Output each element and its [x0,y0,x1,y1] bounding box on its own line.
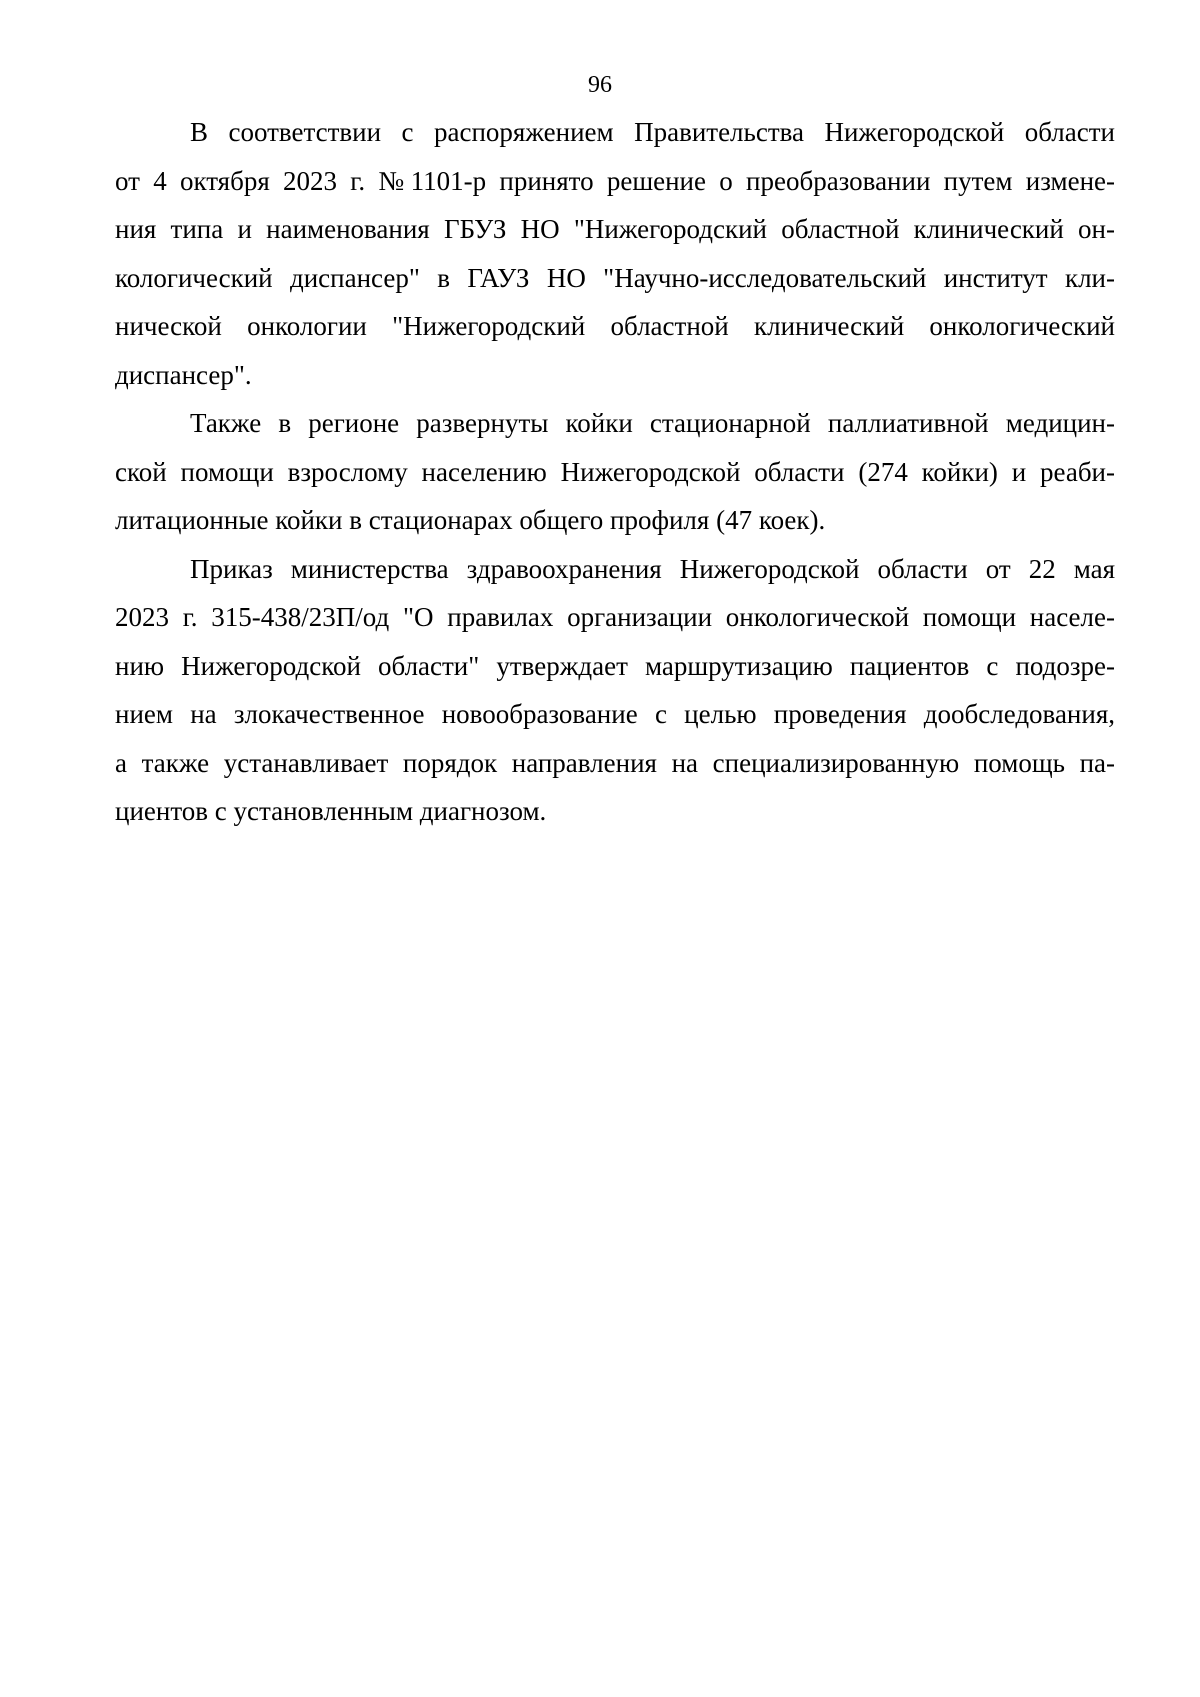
paragraph-1 [115,108,1115,399]
page-number: 96 [588,72,612,98]
text-line: В соответствии с распоряжением Правительства Нижегородской области [190,117,1115,147]
text-line: литационные койки в стационарах общего профиля (47 коек). [115,505,826,535]
text-line: ской помощи взрослому населению Нижегородской области (274 койки) и реаби- [115,456,1115,487]
text-line: 2023 г. 315-438/23П/од "О правилах организации онкологической помощи населе- [115,602,1115,632]
text-line: циентов с установленным диагнозом. [115,796,547,826]
text-line: диспансер". [115,359,252,390]
text-line: от 4 октября 2023 г. №1101-р принято решение о преобразовании путем измене- [115,165,1115,196]
text-line: кологический диспансер" в ГАУЗ НО "Научно-исследовательский институт кли- [115,262,1115,293]
document-body [115,108,1115,836]
text-line: а также устанавливает порядок направления на специализированную помощь па- [115,747,1115,778]
paragraph-2 [115,399,1115,545]
paragraph-3 [115,545,1115,836]
text-line: нической онкологии "Нижегородский областной клинический онкологический [115,311,1115,341]
text-line: Также в регионе развернуты койки стационарной паллиативной медицин- [190,408,1115,438]
text-line: нием на злокачественное новообразование с целью проведения дообследования, [115,699,1115,729]
text-line: нию Нижегородской области" утверждает маршрутизацию пациентов с подозре- [115,650,1115,681]
text-line: ния типа и наименования ГБУЗ НО "Нижегородский областной клинический он- [115,214,1115,244]
text-line: Приказ министерства здравоохранения Нижегородской области от 22 мая [190,553,1115,584]
